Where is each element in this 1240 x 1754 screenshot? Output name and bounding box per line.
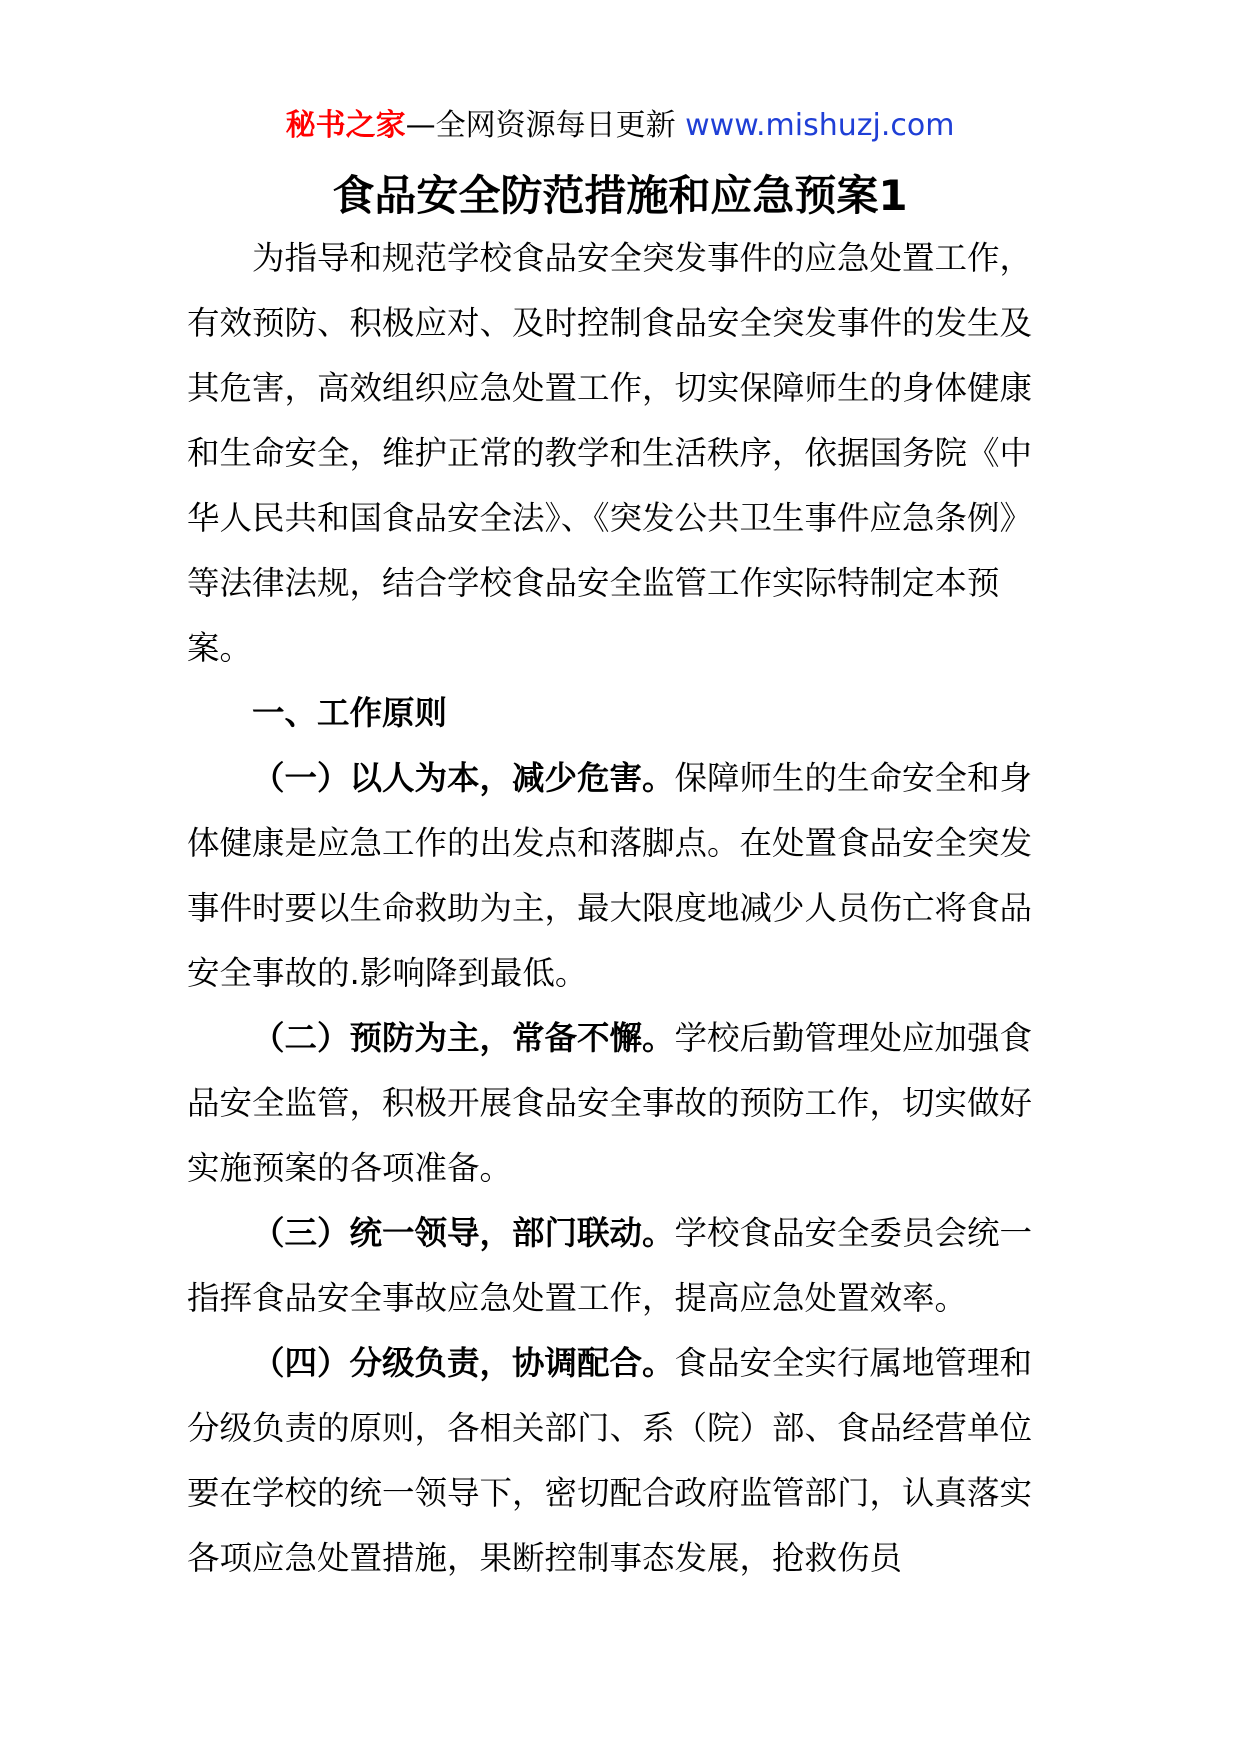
principle-text: 学校食品安全委员会统一指挥食品安全事故应急处置工作，提高应急处置效率。 bbox=[187, 1214, 1033, 1317]
principle-text: 保障师生的生命安全和身体健康是应急工作的出发点和落脚点。在处置食品安全突发事件时要以生命救助为主，最大限度地减少人员伤亡将食品安全事故的.影响降到最低。 bbox=[187, 759, 1033, 992]
site-url-link[interactable]: www.mishuzj.com bbox=[685, 108, 955, 143]
principle-paragraph bbox=[187, 1201, 1053, 1331]
site-tagline: —全网资源每日更新 bbox=[405, 108, 676, 143]
intro-paragraph: 为指导和规范学校食品安全突发事件的应急处置工作，有效预防、积极应对、及时控制食品安全突发事件的发生及其危害，高效组织应急处置工作，切实保障师生的身体健康和生命安全，维护正常的教学和生活秩序，依据国务院《中华人民共和国食品安全法》、《突发公共卫生事件应急条例》等法律法规，结合学校食品安全监管工作实际特制定本预案。 bbox=[187, 239, 1033, 667]
section-heading: 一、工作原则 bbox=[252, 694, 448, 732]
site-brand: 秘书之家 bbox=[285, 108, 406, 143]
principle-text: 学校后勤管理处应加强食品安全监管，积极开展食品安全事故的预防工作，切实做好实施预案的各项准备。 bbox=[187, 1019, 1033, 1187]
principle-lead: （二）预防为主，常备不懈。 bbox=[252, 1019, 675, 1057]
principle-paragraph bbox=[187, 1331, 1053, 1591]
site-header bbox=[0, 104, 1240, 148]
principle-lead: （一）以人为本，减少危害。 bbox=[252, 759, 675, 797]
principle-paragraph bbox=[187, 1006, 1053, 1201]
principle-paragraph bbox=[187, 746, 1053, 1006]
principle-lead: （三）统一领导，部门联动。 bbox=[252, 1214, 675, 1252]
principle-text: 食品安全实行属地管理和分级负责的原则，各相关部门、系（院）部、食品经营单位要在学校的统一领导下，密切配合政府监管部门，认真落实各项应急处置措施，果断控制事态发展，抢救伤员 bbox=[187, 1344, 1033, 1577]
document-body bbox=[187, 226, 1053, 1591]
principle-lead: （四）分级负责，协调配合。 bbox=[252, 1344, 675, 1382]
document-title: 食品安全防范措施和应急预案1 bbox=[332, 171, 908, 220]
